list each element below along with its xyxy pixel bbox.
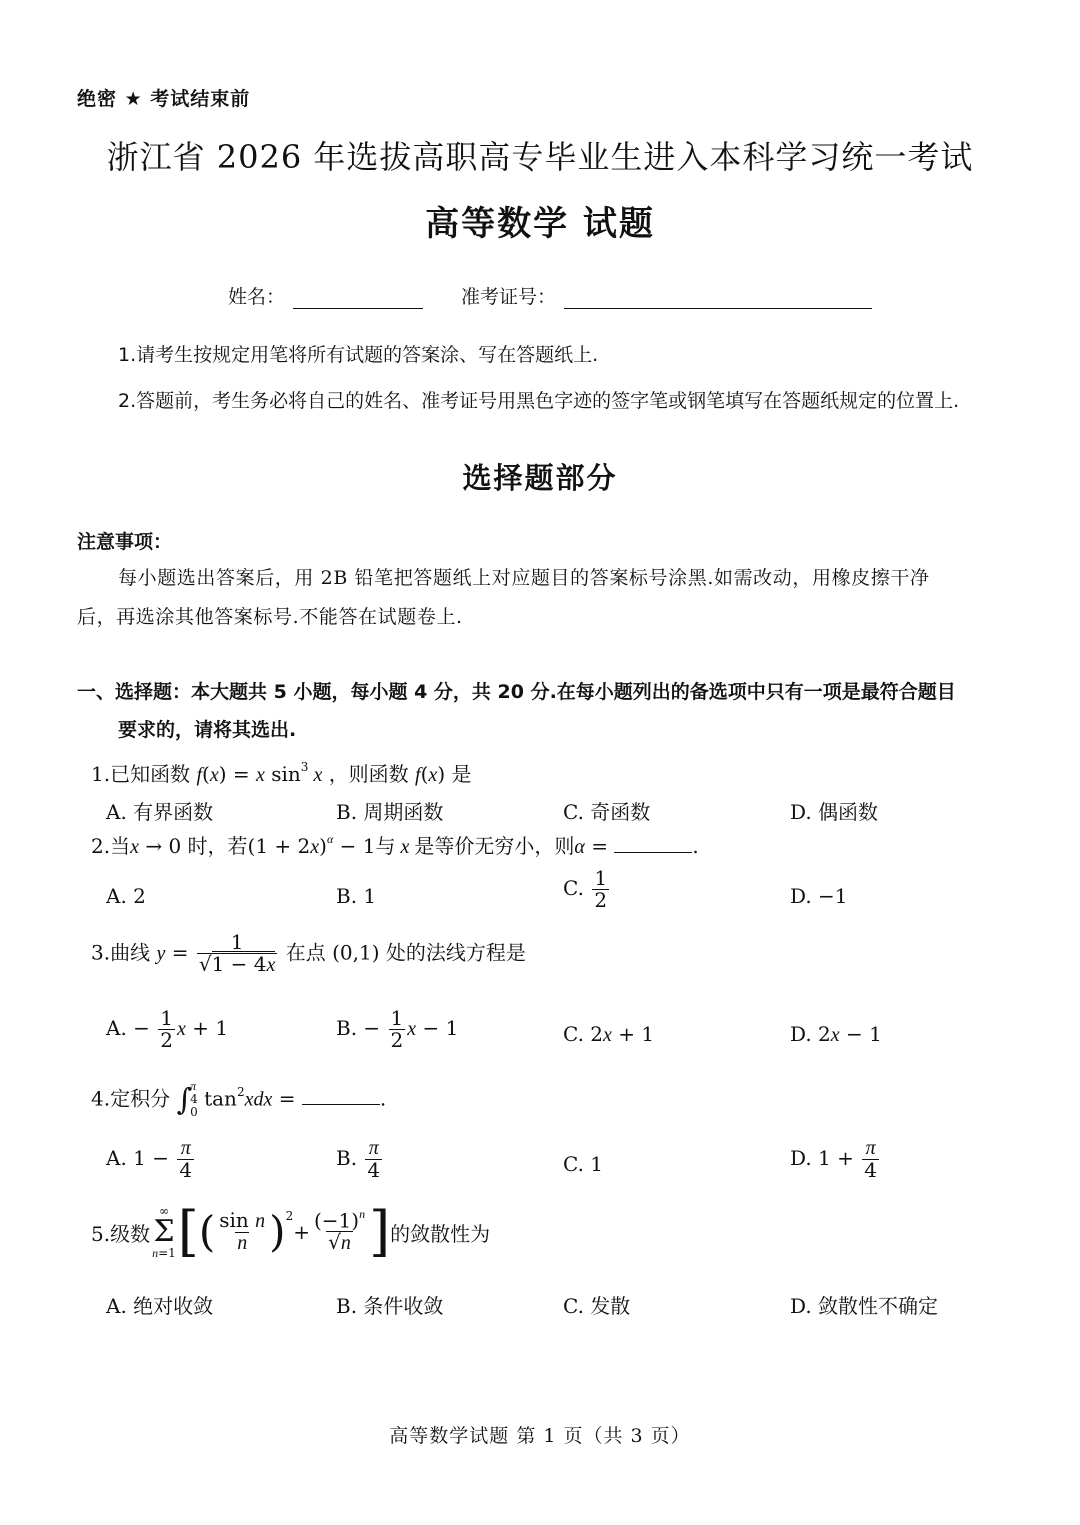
question-1: 1.已知函数 f(x) = x $\sin^3 x$ ，则函数 f(x) 是 bbox=[91, 760, 472, 786]
question-3: 3.曲线 y = $\frac{1}{√1 - 4x}$ 在点 (0,1) 处的法线方程是 bbox=[91, 930, 526, 976]
section-title: 选择题部分 bbox=[462, 461, 618, 495]
name-label: 姓名： bbox=[228, 286, 286, 308]
question-4: 4.定积分 ∫ π 4 0 $\tan^2xdx$ = . bbox=[91, 1079, 387, 1120]
question-5: 5.级数 ∞ Σ n=1 [ ( $\frac{\text{sin n}}{n}$ ) 2 + $\frac{(-1)^n}{√n}$ ] 的敛散性为 bbox=[91, 1200, 491, 1263]
instruction-2: 2.答题前，考生务必将自己的姓名、准考证号用黑色字迹的签字笔或钢笔填写在答题纸规定的位置上. bbox=[118, 390, 960, 412]
q2-blank bbox=[614, 834, 692, 853]
q1-function: f bbox=[196, 764, 203, 786]
q2-option-a: A. 2 bbox=[106, 884, 146, 908]
q1-option-a: A. 有界函数 bbox=[106, 800, 214, 824]
q5-option-a: A. 绝对收敛 bbox=[106, 1294, 214, 1318]
q3-option-b: B. − $\frac{1}{2}$ x − 1 bbox=[336, 1006, 459, 1052]
q4-option-d: D. 1 + $\frac{\pi}{4}$ bbox=[790, 1137, 877, 1182]
q4-option-b: B. $\frac{\pi}{4}$ bbox=[336, 1137, 381, 1182]
instruction-1: 1.请考生按规定用笔将所有试题的答案涂、写在答题纸上. bbox=[118, 344, 599, 366]
q1-option-b: B. 周期函数 bbox=[336, 800, 444, 824]
q3-option-d: D. 2x − 1 bbox=[790, 1022, 882, 1046]
notice-line-2: 后，再选涂其他答案标号.不能答在试题卷上. bbox=[77, 606, 463, 628]
confidential-label: 绝密 ★ 考试结束前 bbox=[77, 88, 251, 110]
part-heading-cont: 要求的，请将其选出. bbox=[118, 719, 297, 741]
q1-option-c: C. 奇函数 bbox=[563, 800, 651, 824]
q4-blank bbox=[302, 1086, 380, 1105]
integral-sign: ∫ bbox=[176, 1082, 193, 1118]
exam-title: 浙江省 2026 年选拔高职高专毕业生进入本科学习统一考试 bbox=[106, 138, 974, 176]
q1-middle: ，则函数 bbox=[328, 762, 409, 786]
q5-option-c: C. 发散 bbox=[563, 1294, 631, 1318]
q3-option-c: C. 2x + 1 bbox=[563, 1022, 655, 1046]
notice-line-1: 每小题选出答案后，用 2B 铅笔把答题纸上对应题目的答案标号涂黑.如需改动，用橡皮擦干净 bbox=[118, 567, 930, 589]
q4-option-c: C. 1 bbox=[563, 1152, 604, 1176]
q1-suffix: 是 bbox=[451, 762, 472, 786]
q2-option-b: B. 1 bbox=[336, 884, 377, 908]
part-heading: 一、选择题：本大题共 5 小题，每小题 4 分，共 20 分.在每小题列出的备选项中只有一项是最符合题目 bbox=[77, 681, 956, 703]
q2-option-d: D. −1 bbox=[790, 884, 848, 908]
q5-option-d: D. 敛散性不确定 bbox=[790, 1294, 939, 1318]
subject-title: 高等数学 试题 bbox=[425, 204, 655, 244]
notice-title: 注意事项： bbox=[77, 531, 173, 553]
q5-option-b: B. 条件收敛 bbox=[336, 1294, 444, 1318]
name-field[interactable] bbox=[293, 286, 423, 309]
exam-id-field[interactable] bbox=[564, 286, 872, 309]
q1-option-d: D. 偶函数 bbox=[790, 800, 879, 824]
q3-fraction: $\frac{1}{√1 - 4x}$ bbox=[198, 930, 276, 976]
page-footer: 高等数学试题 第 1 页（共 3 页） bbox=[389, 1425, 691, 1447]
q3-option-a: A. − $\frac{1}{2}$ x + 1 bbox=[106, 1006, 229, 1052]
q2-option-c: C. $\frac{1}{2}$ bbox=[563, 866, 608, 912]
exam-id-label: 准考证号： bbox=[461, 286, 557, 308]
candidate-fields bbox=[228, 282, 872, 309]
summation: ∞ Σ n=1 bbox=[152, 1204, 176, 1260]
q1-prefix: 1.已知函数 bbox=[91, 762, 191, 786]
question-2: 2.当x → 0 时，若$(1 + 2x)^\alpha - 1$与 x 是等价无穷小，则α = . bbox=[91, 832, 699, 858]
q4-option-a: A. 1 − $\frac{\pi}{4}$ bbox=[106, 1137, 193, 1182]
